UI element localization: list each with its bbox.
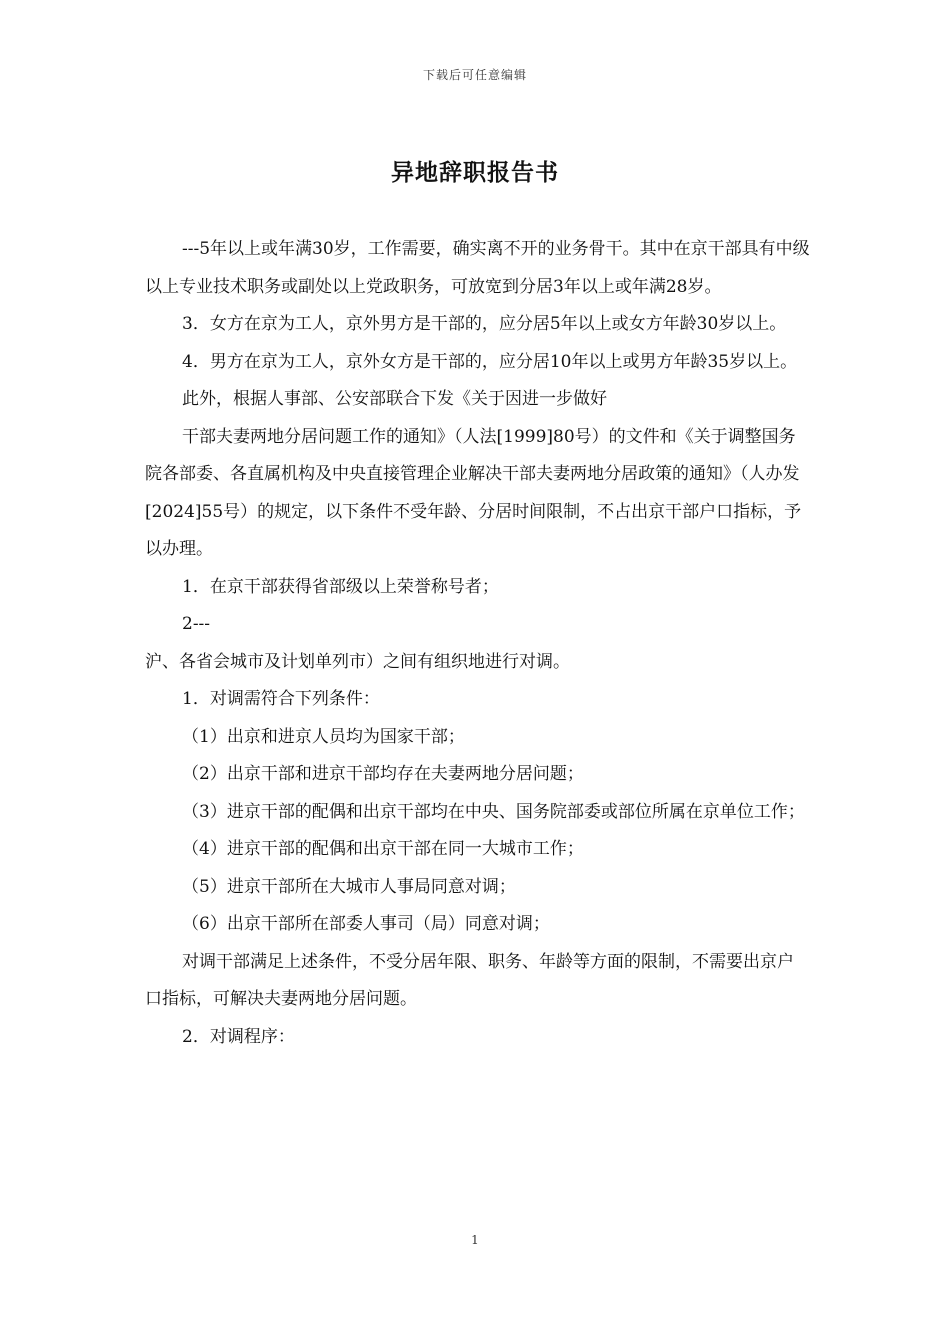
- paragraph: 4．男方在京为工人，京外女方是干部的，应分居10年以上或男方年龄35岁以上。: [182, 351, 798, 372]
- paragraph: 1．对调需符合下列条件：: [182, 689, 380, 709]
- paragraph: （3）进京干部的配偶和出京干部均在中央、国务院部委或部位所属在京单位工作；: [182, 801, 805, 822]
- document-body: [145, 231, 810, 1056]
- paragraph: （1）出京和进京人员均为国家干部；: [182, 726, 465, 747]
- paragraph: 沪、各省会城市及计划单列市）之间有组织地进行对调。: [145, 651, 570, 672]
- paragraph: 3．女方在京为工人，京外男方是干部的，应分居5年以上或女方年龄30岁以上。: [182, 314, 787, 334]
- paragraph: 2---: [182, 614, 211, 634]
- paragraph: （5）进京干部所在大城市人事局同意对调；: [182, 876, 516, 897]
- paragraph: ---5年以上或年满30岁，工作需要，确实离不开的业务骨干。其中在京干部具有中级以上专业技术职务或副处以上党政职务，可放宽到分居3年以上或年满28岁。: [145, 239, 810, 297]
- paragraph: 干部夫妻两地分居问题工作的通知》（人法[1999]80号）的文件和《关于调整国务院各部委、各直属机构及中央直接管理企业解决干部夫妻两地分居政策的通知》（人办发[2024]55号）的规定，以下条件不受年龄、分居时间限制，不占出京干部户口指标，予以办理。: [145, 426, 802, 559]
- document-title: 异地辞职报告书: [391, 159, 559, 186]
- paragraph: （2）出京干部和进京干部均存在夫妻两地分居问题；: [182, 764, 584, 784]
- paragraph: 此外，根据人事部、公安部联合下发《关于因进一步做好: [182, 389, 607, 409]
- paragraph: 1．在京干部获得省部级以上荣誉称号者；: [182, 576, 499, 597]
- header-note: 下载后可任意编辑: [422, 68, 527, 82]
- paragraph: （6）出京干部所在部委人事司（局）同意对调；: [182, 914, 550, 934]
- paragraph: （4）进京干部的配偶和出京干部在同一大城市工作；: [182, 839, 584, 859]
- paragraph: 对调干部满足上述条件，不受分居年限、职务、年龄等方面的限制，不需要出京户口指标，可解决夫妻两地分居问题。: [145, 951, 794, 1009]
- page-number: 1: [471, 1233, 479, 1247]
- paragraph: 2．对调程序：: [182, 1026, 295, 1047]
